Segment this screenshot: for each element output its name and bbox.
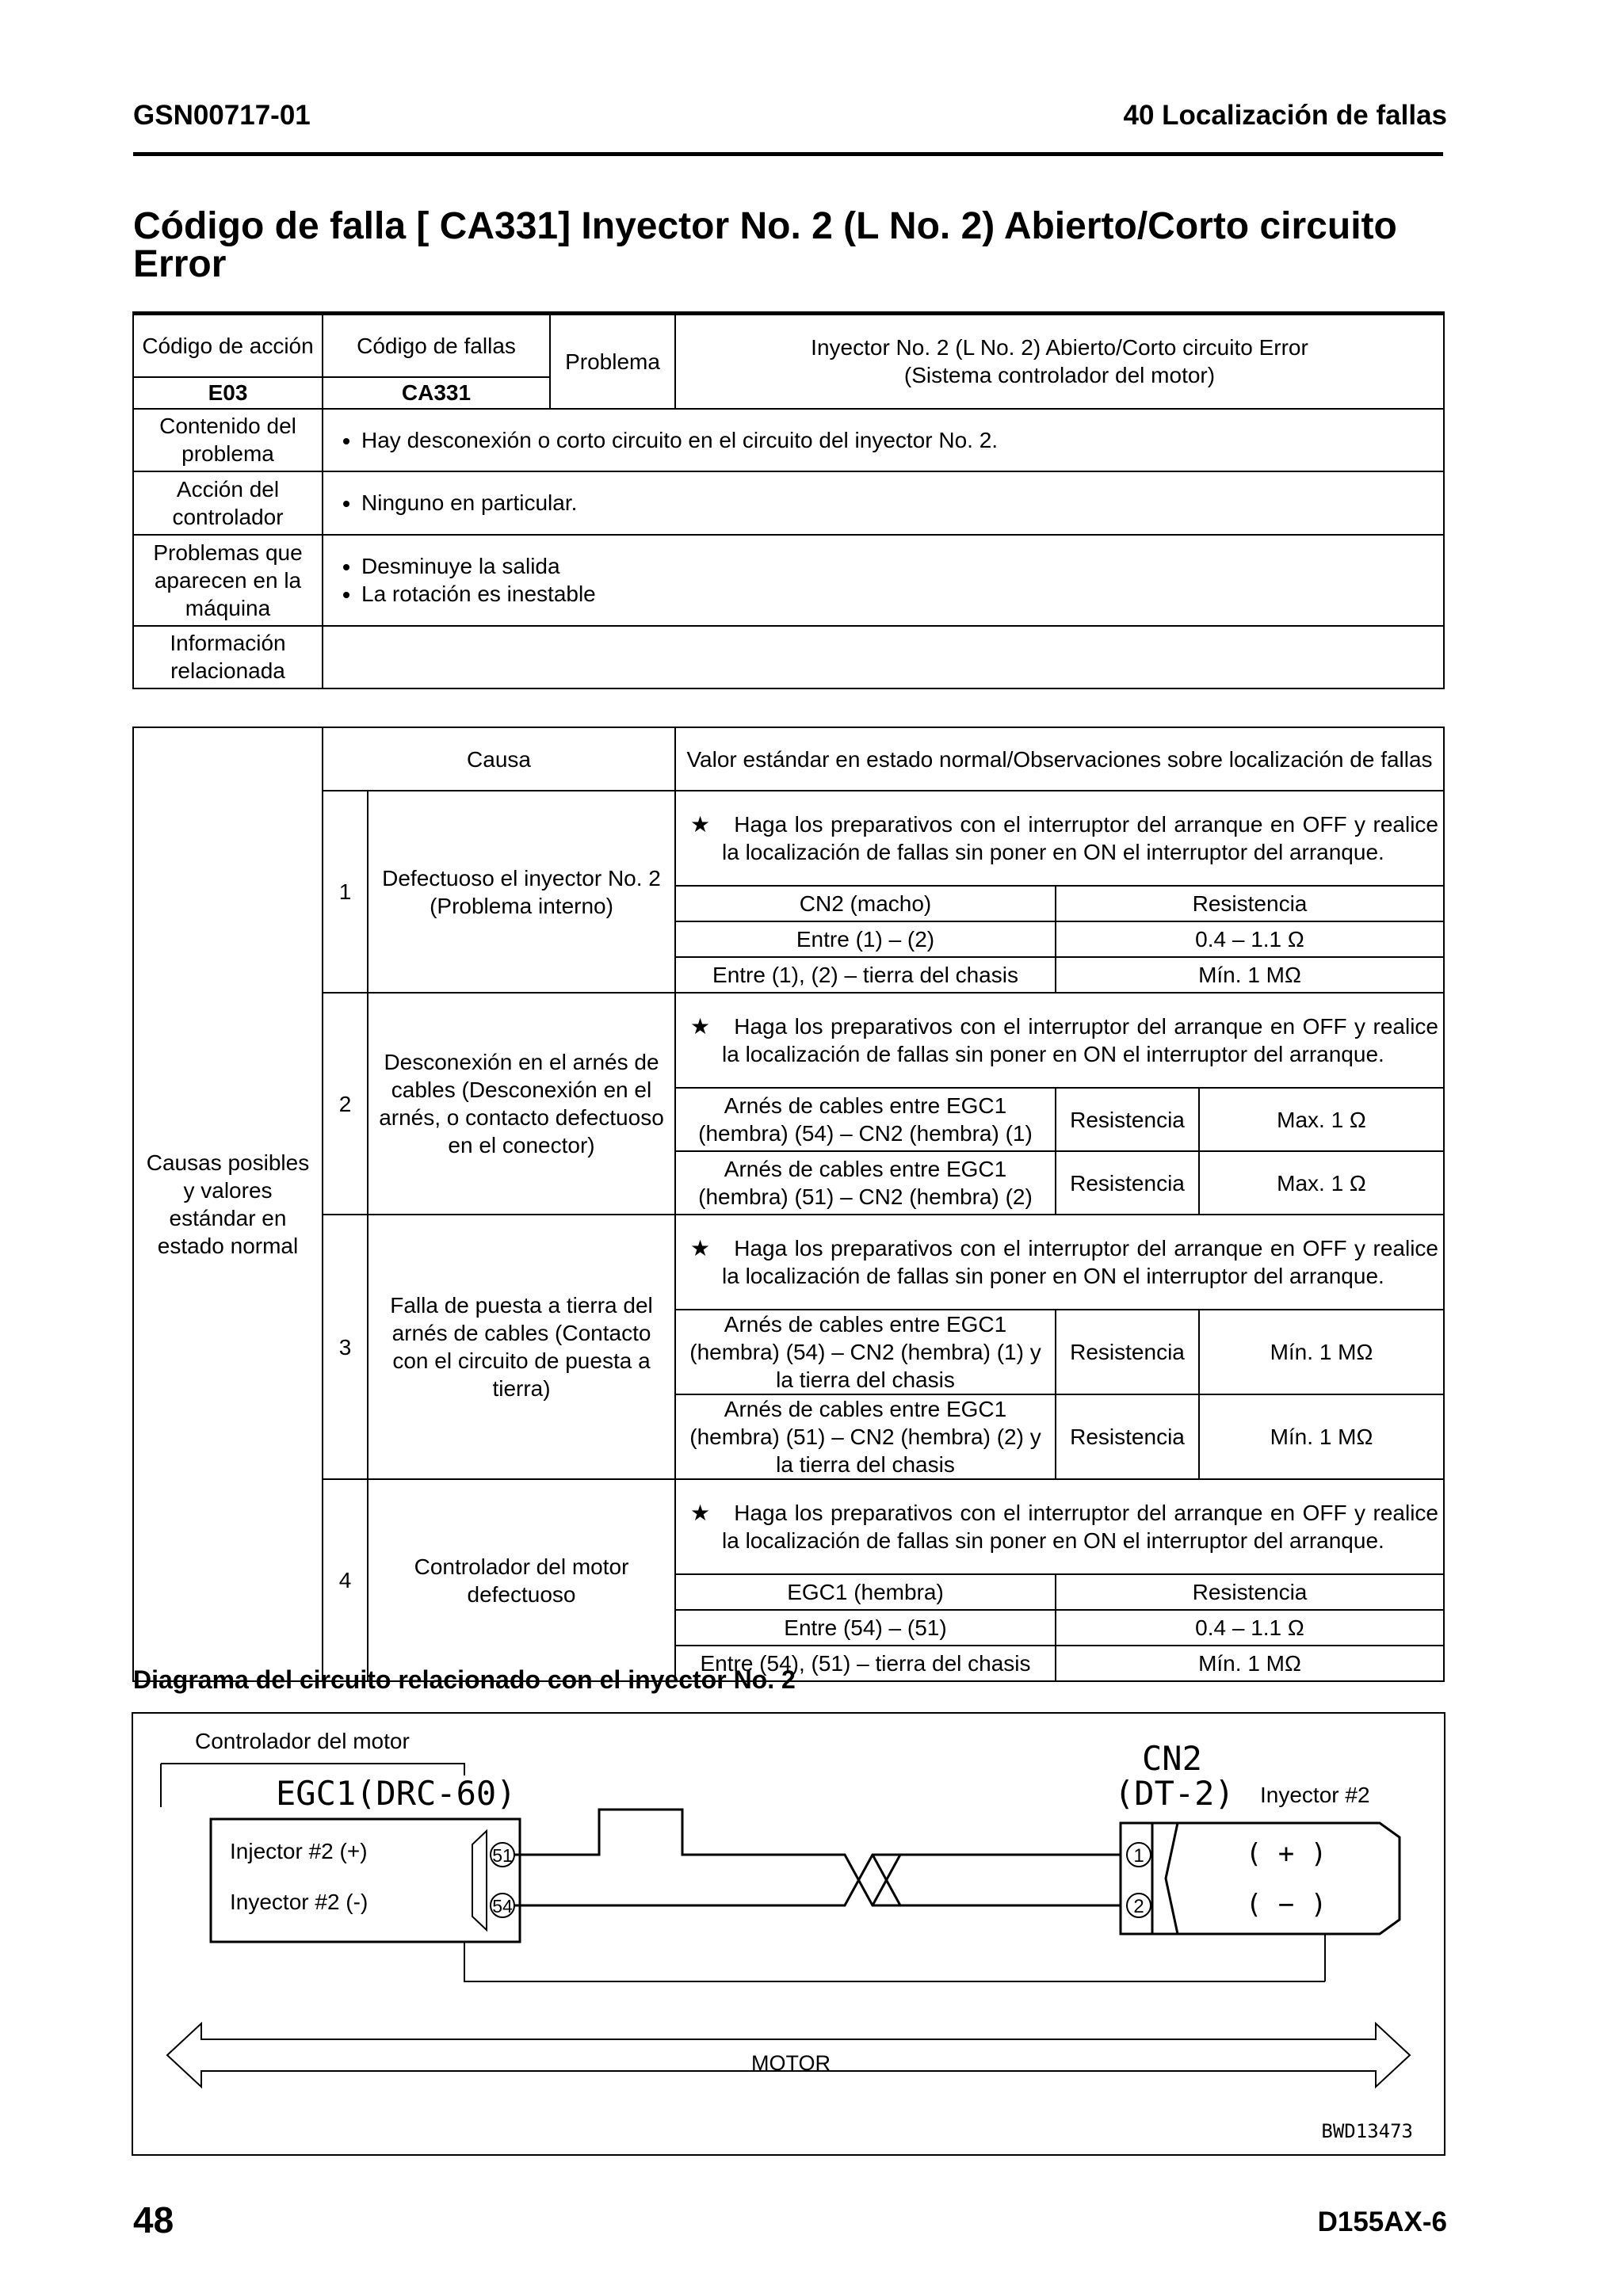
header-rule <box>133 152 1443 156</box>
cn2-label: CN2 <box>1142 1739 1202 1778</box>
cause-text: Defectuoso el inyector No. 2 (Problema interno) <box>368 791 675 993</box>
table-cell: Entre (1), (2) – tierra del chasis <box>675 957 1056 993</box>
doc-code: GSN00717-01 <box>133 100 311 131</box>
cause-number: 3 <box>323 1215 368 1479</box>
table-cell: Arnés de cables entre EGC1 (hembra) (51) – CN2 (hembra) (2) y la tierra del chasis <box>675 1394 1056 1479</box>
related-label: Información relacionada <box>133 626 323 688</box>
value-header: Valor estándar en estado normal/Observaciones sobre localización de fallas <box>675 727 1444 791</box>
figure-code: BWD13473 <box>1321 2120 1413 2142</box>
egc1-label: EGC1(DRC-60) <box>276 1774 517 1813</box>
controller-label: Acción del controlador <box>133 471 323 535</box>
cause-table <box>132 727 1445 1682</box>
table-cell: Arnés de cables entre EGC1 (hembra) (54) – CN2 (hembra) (1) <box>675 1088 1056 1151</box>
cn2-pin-1-label: 1 <box>1133 1845 1144 1867</box>
table-cell: Arnés de cables entre EGC1 (hembra) (51) – CN2 (hembra) (2) <box>675 1151 1056 1215</box>
table-cell: 0.4 – 1.1 Ω <box>1056 1610 1444 1646</box>
list-item: • Ninguno en particular. <box>361 489 1438 517</box>
fault-code: CA331 <box>323 377 550 409</box>
injector-plus-label: ( + ) <box>1245 1838 1327 1870</box>
table-header-cell: Resistencia <box>1056 1574 1444 1610</box>
cause-number: 4 <box>323 1479 368 1681</box>
machine-label: Problemas que aparecen en la máquina <box>133 535 323 626</box>
controller-cell <box>323 471 1444 535</box>
dt2-label: (DT-2) <box>1114 1774 1235 1813</box>
table-cell: Arnés de cables entre EGC1 (hembra) (54) – CN2 (hembra) (1) y la tierra del chasis <box>675 1310 1056 1394</box>
pin-plus-label: Injector #2 (+) <box>230 1839 368 1863</box>
prep-note: ★ Haga los preparativos con el interruptor del arranque en OFF y realice la localización de fallas sin poner en ON el interruptor del arranque. <box>675 1215 1444 1310</box>
table-cell: Entre (54), (51) – tierra del chasis <box>675 1646 1056 1681</box>
injector-label: Inyector #2 <box>1260 1783 1370 1807</box>
table-cell: Mín. 1 MΩ <box>1199 1394 1444 1479</box>
cause-number: 1 <box>323 791 368 993</box>
pin-51-label: 51 <box>492 1845 513 1866</box>
problem-description: Inyector No. 2 (L No. 2) Abierto/Corto circuito Error (Sistema controlador del motor) <box>675 314 1444 409</box>
table-cell: Mín. 1 MΩ <box>1056 1646 1444 1681</box>
cause-header: Causa <box>323 727 675 791</box>
related-cell <box>323 626 1444 688</box>
causes-side-label: Causas posibles y valores estándar en estado normal <box>133 727 323 1681</box>
list-item: • La rotación es inestable <box>361 580 1438 608</box>
controller-label: Controlador del motor <box>195 1729 410 1753</box>
circuit-diagram <box>132 1712 1445 2156</box>
pin-minus-label: Inyector #2 (-) <box>230 1890 369 1914</box>
fault-code-label: Código de fallas <box>323 314 550 377</box>
table-cell: Resistencia <box>1056 1310 1199 1394</box>
injector-minus-label: ( − ) <box>1245 1889 1327 1920</box>
star-icon: ★ <box>690 1236 712 1261</box>
list-item: • Hay desconexión o corto circuito en el circuito del inyector No. 2. <box>361 426 1438 454</box>
star-icon: ★ <box>690 1501 712 1525</box>
table-cell: Max. 1 Ω <box>1199 1088 1444 1151</box>
section-title: 40 Localización de fallas <box>1123 100 1447 131</box>
wire-51 <box>514 1810 1121 1905</box>
star-icon: ★ <box>690 812 712 837</box>
table-cell: Resistencia <box>1056 1088 1199 1151</box>
list-item: • Desminuye la salida <box>361 552 1438 580</box>
cause-number: 2 <box>323 993 368 1215</box>
pin-54-label: 54 <box>492 1896 513 1917</box>
action-code: E03 <box>133 377 323 409</box>
table-header-cell: CN2 (macho) <box>675 886 1056 921</box>
motor-label: MOTOR <box>751 2051 831 2075</box>
table-cell: Mín. 1 MΩ <box>1056 957 1444 993</box>
action-code-label: Código de acción <box>133 314 323 377</box>
cn2-pin-2-label: 2 <box>1133 1896 1144 1917</box>
table-cell: Entre (1) – (2) <box>675 921 1056 957</box>
machine-cell <box>323 535 1444 626</box>
wire-54 <box>514 1855 1121 1905</box>
prep-note: ★ Haga los preparativos con el interruptor del arranque en OFF y realice la localización de fallas sin poner en ON el interruptor del arranque. <box>675 1479 1444 1574</box>
content-label: Contenido del problema <box>133 409 323 471</box>
table-header-cell: EGC1 (hembra) <box>675 1574 1056 1610</box>
cause-text: Falla de puesta a tierra del arnés de cables (Contacto con el circuito de puesta a tierra) <box>368 1215 675 1479</box>
prep-note: ★ Haga los preparativos con el interruptor del arranque en OFF y realice la localización de fallas sin poner en ON el interruptor del arranque. <box>675 791 1444 886</box>
star-icon: ★ <box>690 1014 712 1039</box>
model-code: D155AX-6 <box>1317 2206 1447 2237</box>
cause-text: Desconexión en el arnés de cables (Desconexión en el arnés, o contacto defectuoso en el conector) <box>368 993 675 1215</box>
page-title: Código de falla [ CA331] Inyector No. 2 (L No. 2) Abierto/Corto circuito Error <box>133 205 1397 285</box>
page-number: 48 <box>133 2199 174 2241</box>
table-cell: Entre (54) – (51) <box>675 1610 1056 1646</box>
prep-note: ★ Haga los preparativos con el interruptor del arranque en OFF y realice la localización de fallas sin poner en ON el interruptor del arranque. <box>675 993 1444 1088</box>
diagram-title: Diagrama del circuito relacionado con el inyector No. 2 <box>133 1665 796 1694</box>
table-cell: Resistencia <box>1056 1394 1199 1479</box>
egc1-connector-box <box>211 1819 520 1942</box>
table-cell: Max. 1 Ω <box>1199 1151 1444 1215</box>
table-cell: 0.4 – 1.1 Ω <box>1056 921 1444 957</box>
content-cell <box>323 409 1444 471</box>
table-cell: Mín. 1 MΩ <box>1199 1310 1444 1394</box>
table-header-cell: Resistencia <box>1056 886 1444 921</box>
table-cell: Resistencia <box>1056 1151 1199 1215</box>
problem-label: Problema <box>550 314 675 409</box>
cause-text: Controlador del motor defectuoso <box>368 1479 675 1681</box>
fault-info-table <box>132 311 1445 689</box>
